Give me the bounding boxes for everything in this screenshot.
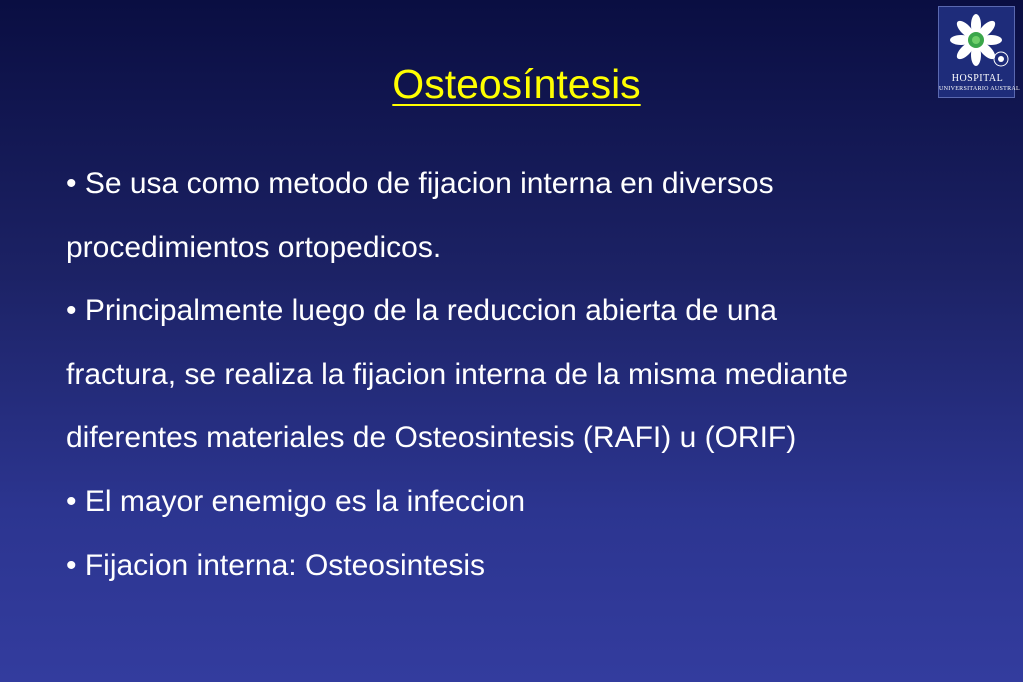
body-line: • Principalmente luego de la reduccion abierta de una bbox=[66, 294, 777, 328]
logo-line2: UNIVERSITARIO AUSTRAL bbox=[939, 86, 1020, 92]
body-line: fractura, se realiza la fijacion interna de la misma mediante bbox=[66, 357, 849, 391]
body-line: diferentes materiales de Osteosintesis (RAFI) u (ORIF) bbox=[66, 421, 797, 455]
body-line: • Se usa como metodo de fijacion interna en diversos bbox=[66, 167, 774, 200]
hospital-logo bbox=[938, 6, 1020, 98]
slide-title: Osteosíntesis bbox=[392, 61, 641, 107]
body-line: procedimientos ortopedicos. bbox=[66, 230, 442, 264]
body-line: • Fijacion interna: Osteosintesis bbox=[66, 548, 486, 582]
logo-line1: HOSPITAL bbox=[951, 73, 1004, 84]
flower-icon bbox=[939, 7, 1014, 71]
body-line: • El mayor enemigo es la infeccion bbox=[66, 484, 526, 518]
slide-body bbox=[66, 152, 1011, 597]
